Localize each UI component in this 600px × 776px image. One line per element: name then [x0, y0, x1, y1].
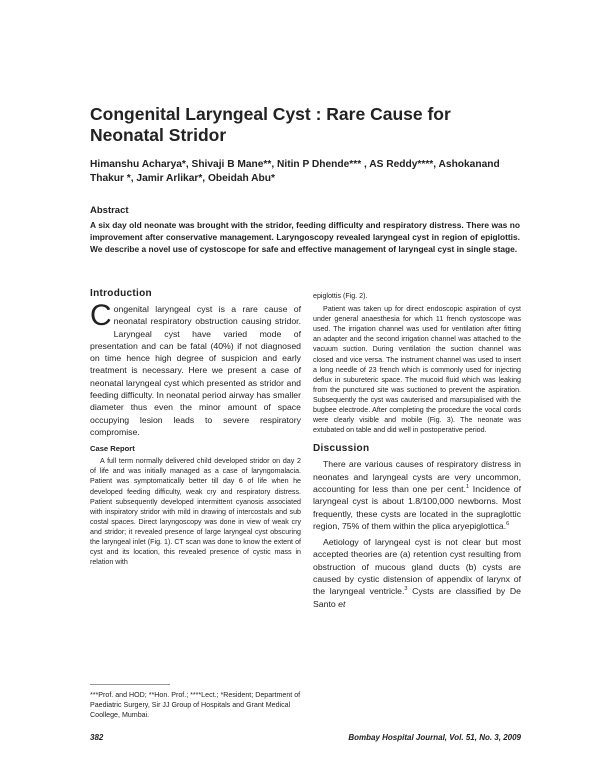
introduction-paragraph: [90, 299, 301, 438]
affiliation-footnote: ***Prof. and HOD; **Hon. Prof.; ****Lect.; *Resident; Department of Paediatric Surgery, Sir JJ Group of Hospitals and Grant Medical Coollege, Mumbai.: [90, 691, 301, 720]
case-report-paragraph-1: A full term normally delivered child developed stridor on day 2 of life and was initially managed as a case of laryngomalacia. Patient was symptomatically better till day 6 of life when he developed feeding difficulty, weak cry and respiratory distress. Patient subsequently developed intermittent cyanosis associated with inspiratory stridor with mild in drawing of intercostals and sub costal spaces. Direct laryngoscopy was done in view of weak cry and stridor; it revealed presence of large laryngeal cyst obscuring the laryngeal inlet (Fig. 1). CT scan was done to know the extent of cyst and its location, this revealed presence of cystic mass in relation with: [90, 457, 301, 567]
article-title: Congenital Laryngeal Cyst : Rare Cause for Neonatal Stridor: [90, 104, 451, 145]
abstract-heading: Abstract: [90, 205, 129, 216]
case-report-continuation: epiglottis (Fig. 2).: [313, 292, 368, 300]
discussion-paragraph-1: [313, 458, 521, 532]
discussion-p2-italic: et: [338, 598, 346, 609]
discussion-heading: Discussion: [313, 443, 370, 455]
citation-1: 1: [465, 484, 470, 491]
page-number: 382: [90, 733, 104, 742]
left-column: [90, 288, 301, 567]
footnote-divider: [90, 684, 170, 685]
right-column: [313, 291, 521, 610]
introduction-heading: Introduction: [90, 288, 152, 299]
discussion-p2-text-a: Aetiology of laryngeal cyst is not clear but most accepted theories are (a) retention cyst resulting from obstruction of mucous gland ducts (b) cysts are caused by cystic distension of appendix of larynx of the laryngeal ventricle.: [313, 537, 521, 597]
discussion-p2-text-b: Cysts are classified by De Santo: [313, 586, 522, 609]
citation-6: 6: [506, 520, 510, 527]
discussion-paragraph-2: [313, 536, 521, 610]
abstract-text: A six day old neonate was brought with the stridor, feeding difficulty and respiratory distress. There was no improvement after conservative management. Laryngoscopy revealed laryngeal cyst in region of epiglottis. We describe a novel use of cystoscope for safe and effective management of laryngeal cyst in single stage.: [90, 220, 520, 254]
drop-cap: C: [90, 299, 112, 332]
author-list: Himanshu Acharya*, Shivaji B Mane**, Nitin P Dhende*** , AS Reddy****, Ashokanand Thakur *, Jamir Arlikar*, Obeidah Abu*: [90, 159, 500, 184]
introduction-text: ongenital laryngeal cyst is a rare cause of neonatal respiratory obstruction causing stridor. Laryngeal cyst have varied mode of presentation and can be fatal (40%) if not diagnosed on time hence high degree of suspicion and early treatment is necessary. Here we present a case of neonatal laryngeal cyst which presented as stridor and feeding difficulty. In neonatal period airway has smaller diameter thus even the minor amount of space occupying lesion leads to severe respiratory compromise.: [90, 304, 301, 437]
discussion-p1-text-b: Incidence of laryngeal cyst is about 1.8/100,000 newborns. Most frequently, these cysts are located in the supraglottic region, 75% of them within the plica aryepiglottica.: [313, 483, 522, 531]
case-report-paragraph-2: Patient was taken up for direct endoscopic aspiration of cyst under general anaesthesia for which 11 french cystoscope was used. The irrigation channel was used for ventilation after fitting an adapter and the second irrigation channel was attached to the vacuum suction. During ventilation the suction channel was closed and vice versa. The instrument channel was used to insert a long needle of 23 french which is commonly used for injecting deflux in subureteric space. The mucoid fluid which was leaking from the punctured site was suctioned to prevent the aspiration. Subsequently the cyst was cauterised and marsupialised with the bugbee electrode. After completing the procedure the vocal cords were clearly visible and mobile (Fig. 3). The neonate was extubated on table and did well in postoperative period.: [313, 305, 521, 435]
journal-citation: Bombay Hospital Journal, Vol. 51, No. 3, 2009: [348, 733, 521, 742]
discussion-p1-text-a: There are various causes of respiratory distress in neonates and laryngeal cysts are very uncommon, accounting for less than one per cent.: [313, 459, 521, 494]
case-report-heading: Case Report: [90, 444, 135, 454]
citation-3: 3: [404, 586, 408, 593]
